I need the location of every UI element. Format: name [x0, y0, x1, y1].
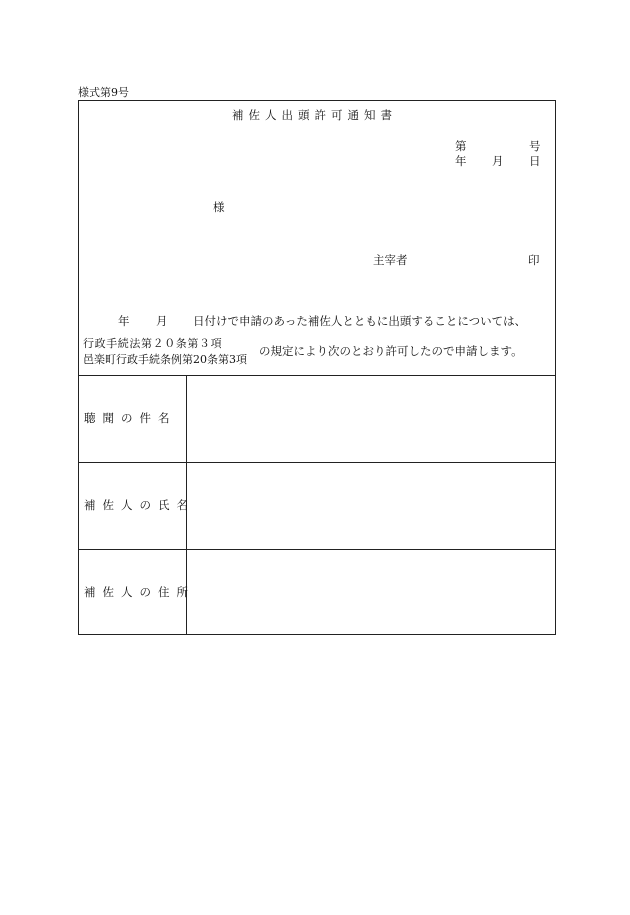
table-top-border — [78, 375, 556, 376]
row-divider-1 — [78, 462, 556, 463]
body-year: 年 — [118, 314, 130, 328]
addressee-suffix: 様 — [213, 200, 225, 214]
seal-mark: 印 — [528, 253, 540, 267]
table-row-label-assistant-name: 補佐人の氏名 — [84, 498, 195, 512]
date-month: 月 — [492, 154, 504, 168]
date-year: 年 — [455, 154, 467, 168]
table-row-label-hearing-title: 聴聞の件名 — [84, 411, 177, 425]
document-title: 補佐人出頭許可通知書 — [232, 108, 397, 122]
body-month: 月 — [156, 314, 168, 328]
form-number-label: 様式第9号 — [78, 86, 129, 99]
number-suffix: 号 — [529, 139, 541, 153]
law-reference-2: 邑楽町行政手続条例第20条第3項 — [83, 353, 247, 366]
row-divider-2 — [78, 549, 556, 550]
law-reference-1: 行政手続法第２０条第３項 — [83, 337, 223, 350]
presider-label: 主宰者 — [373, 253, 408, 267]
number-prefix: 第 — [455, 139, 467, 153]
date-day: 日 — [529, 154, 541, 168]
notice-frame — [78, 100, 556, 635]
body-sentence-1: 日付けで申請のあった補佐人とともに出頭することについては、 — [193, 314, 527, 328]
table-row-label-assistant-address: 補佐人の住所 — [84, 585, 195, 599]
body-sentence-2: の規定により次のとおり許可したので申請します。 — [259, 344, 523, 358]
